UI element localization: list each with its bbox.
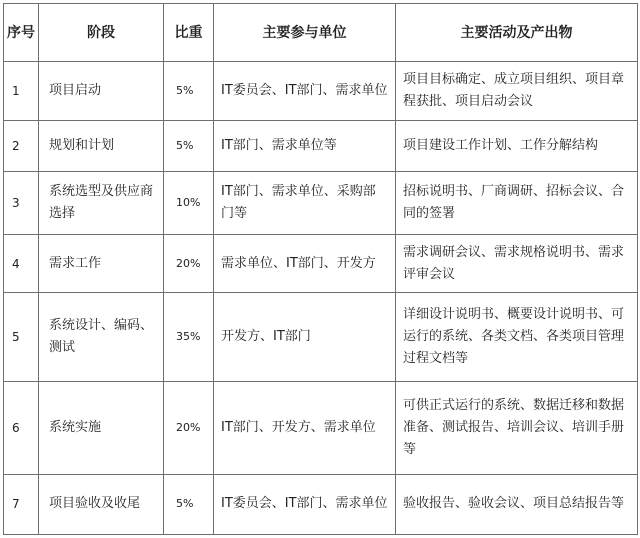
table-row	[4, 121, 638, 172]
row-num: 5	[4, 293, 39, 381]
table-row	[4, 62, 638, 121]
row-activities: 验收报告、验收会议、项目总结报告等	[396, 474, 638, 534]
table-row	[4, 172, 638, 235]
table-row	[4, 235, 638, 293]
row-units: 开发方、IT部门	[214, 293, 396, 381]
row-weight: 20%	[164, 235, 214, 293]
row-stage: 系统设计、编码、测试	[39, 293, 164, 381]
row-activities: 可供正式运行的系统、数据迁移和数据准备、测试报告、培训会议、培训手册等	[396, 381, 638, 474]
row-units: IT部门、需求单位等	[214, 121, 396, 172]
row-stage: 系统实施	[39, 381, 164, 474]
row-stage: 规划和计划	[39, 121, 164, 172]
row-activities: 需求调研会议、需求规格说明书、需求评审会议	[396, 235, 638, 293]
row-units: 需求单位、IT部门、开发方	[214, 235, 396, 293]
row-num: 2	[4, 121, 39, 172]
row-stage: 项目启动	[39, 62, 164, 121]
row-weight: 5%	[164, 121, 214, 172]
header-stage: 阶段	[39, 4, 164, 62]
row-num: 3	[4, 172, 39, 235]
row-activities: 详细设计说明书、概要设计说明书、可运行的系统、各类文档、各类项目管理过程文档等	[396, 293, 638, 381]
header-weight: 比重	[164, 4, 214, 62]
row-weight: 20%	[164, 381, 214, 474]
row-num: 1	[4, 62, 39, 121]
row-activities: 项目目标确定、成立项目组织、项目章程获批、项目启动会议	[396, 62, 638, 121]
row-stage: 需求工作	[39, 235, 164, 293]
row-num: 6	[4, 381, 39, 474]
row-weight: 35%	[164, 293, 214, 381]
table-row	[4, 474, 638, 534]
row-activities: 项目建设工作计划、工作分解结构	[396, 121, 638, 172]
header-seq: 序号	[4, 4, 39, 62]
row-units: IT部门、需求单位、采购部门等	[214, 172, 396, 235]
row-weight: 10%	[164, 172, 214, 235]
header-row	[4, 4, 638, 62]
row-units: IT委员会、IT部门、需求单位	[214, 474, 396, 534]
row-num: 4	[4, 235, 39, 293]
table-row	[4, 293, 638, 381]
project-phase-table	[3, 3, 638, 535]
header-activities: 主要活动及产出物	[396, 4, 638, 62]
row-units: IT委员会、IT部门、需求单位	[214, 62, 396, 121]
row-stage: 项目验收及收尾	[39, 474, 164, 534]
row-units: IT部门、开发方、需求单位	[214, 381, 396, 474]
table-row	[4, 381, 638, 474]
row-stage: 系统选型及供应商选择	[39, 172, 164, 235]
row-activities: 招标说明书、厂商调研、招标会议、合同的签署	[396, 172, 638, 235]
row-weight: 5%	[164, 62, 214, 121]
row-weight: 5%	[164, 474, 214, 534]
header-units: 主要参与单位	[214, 4, 396, 62]
row-num: 7	[4, 474, 39, 534]
